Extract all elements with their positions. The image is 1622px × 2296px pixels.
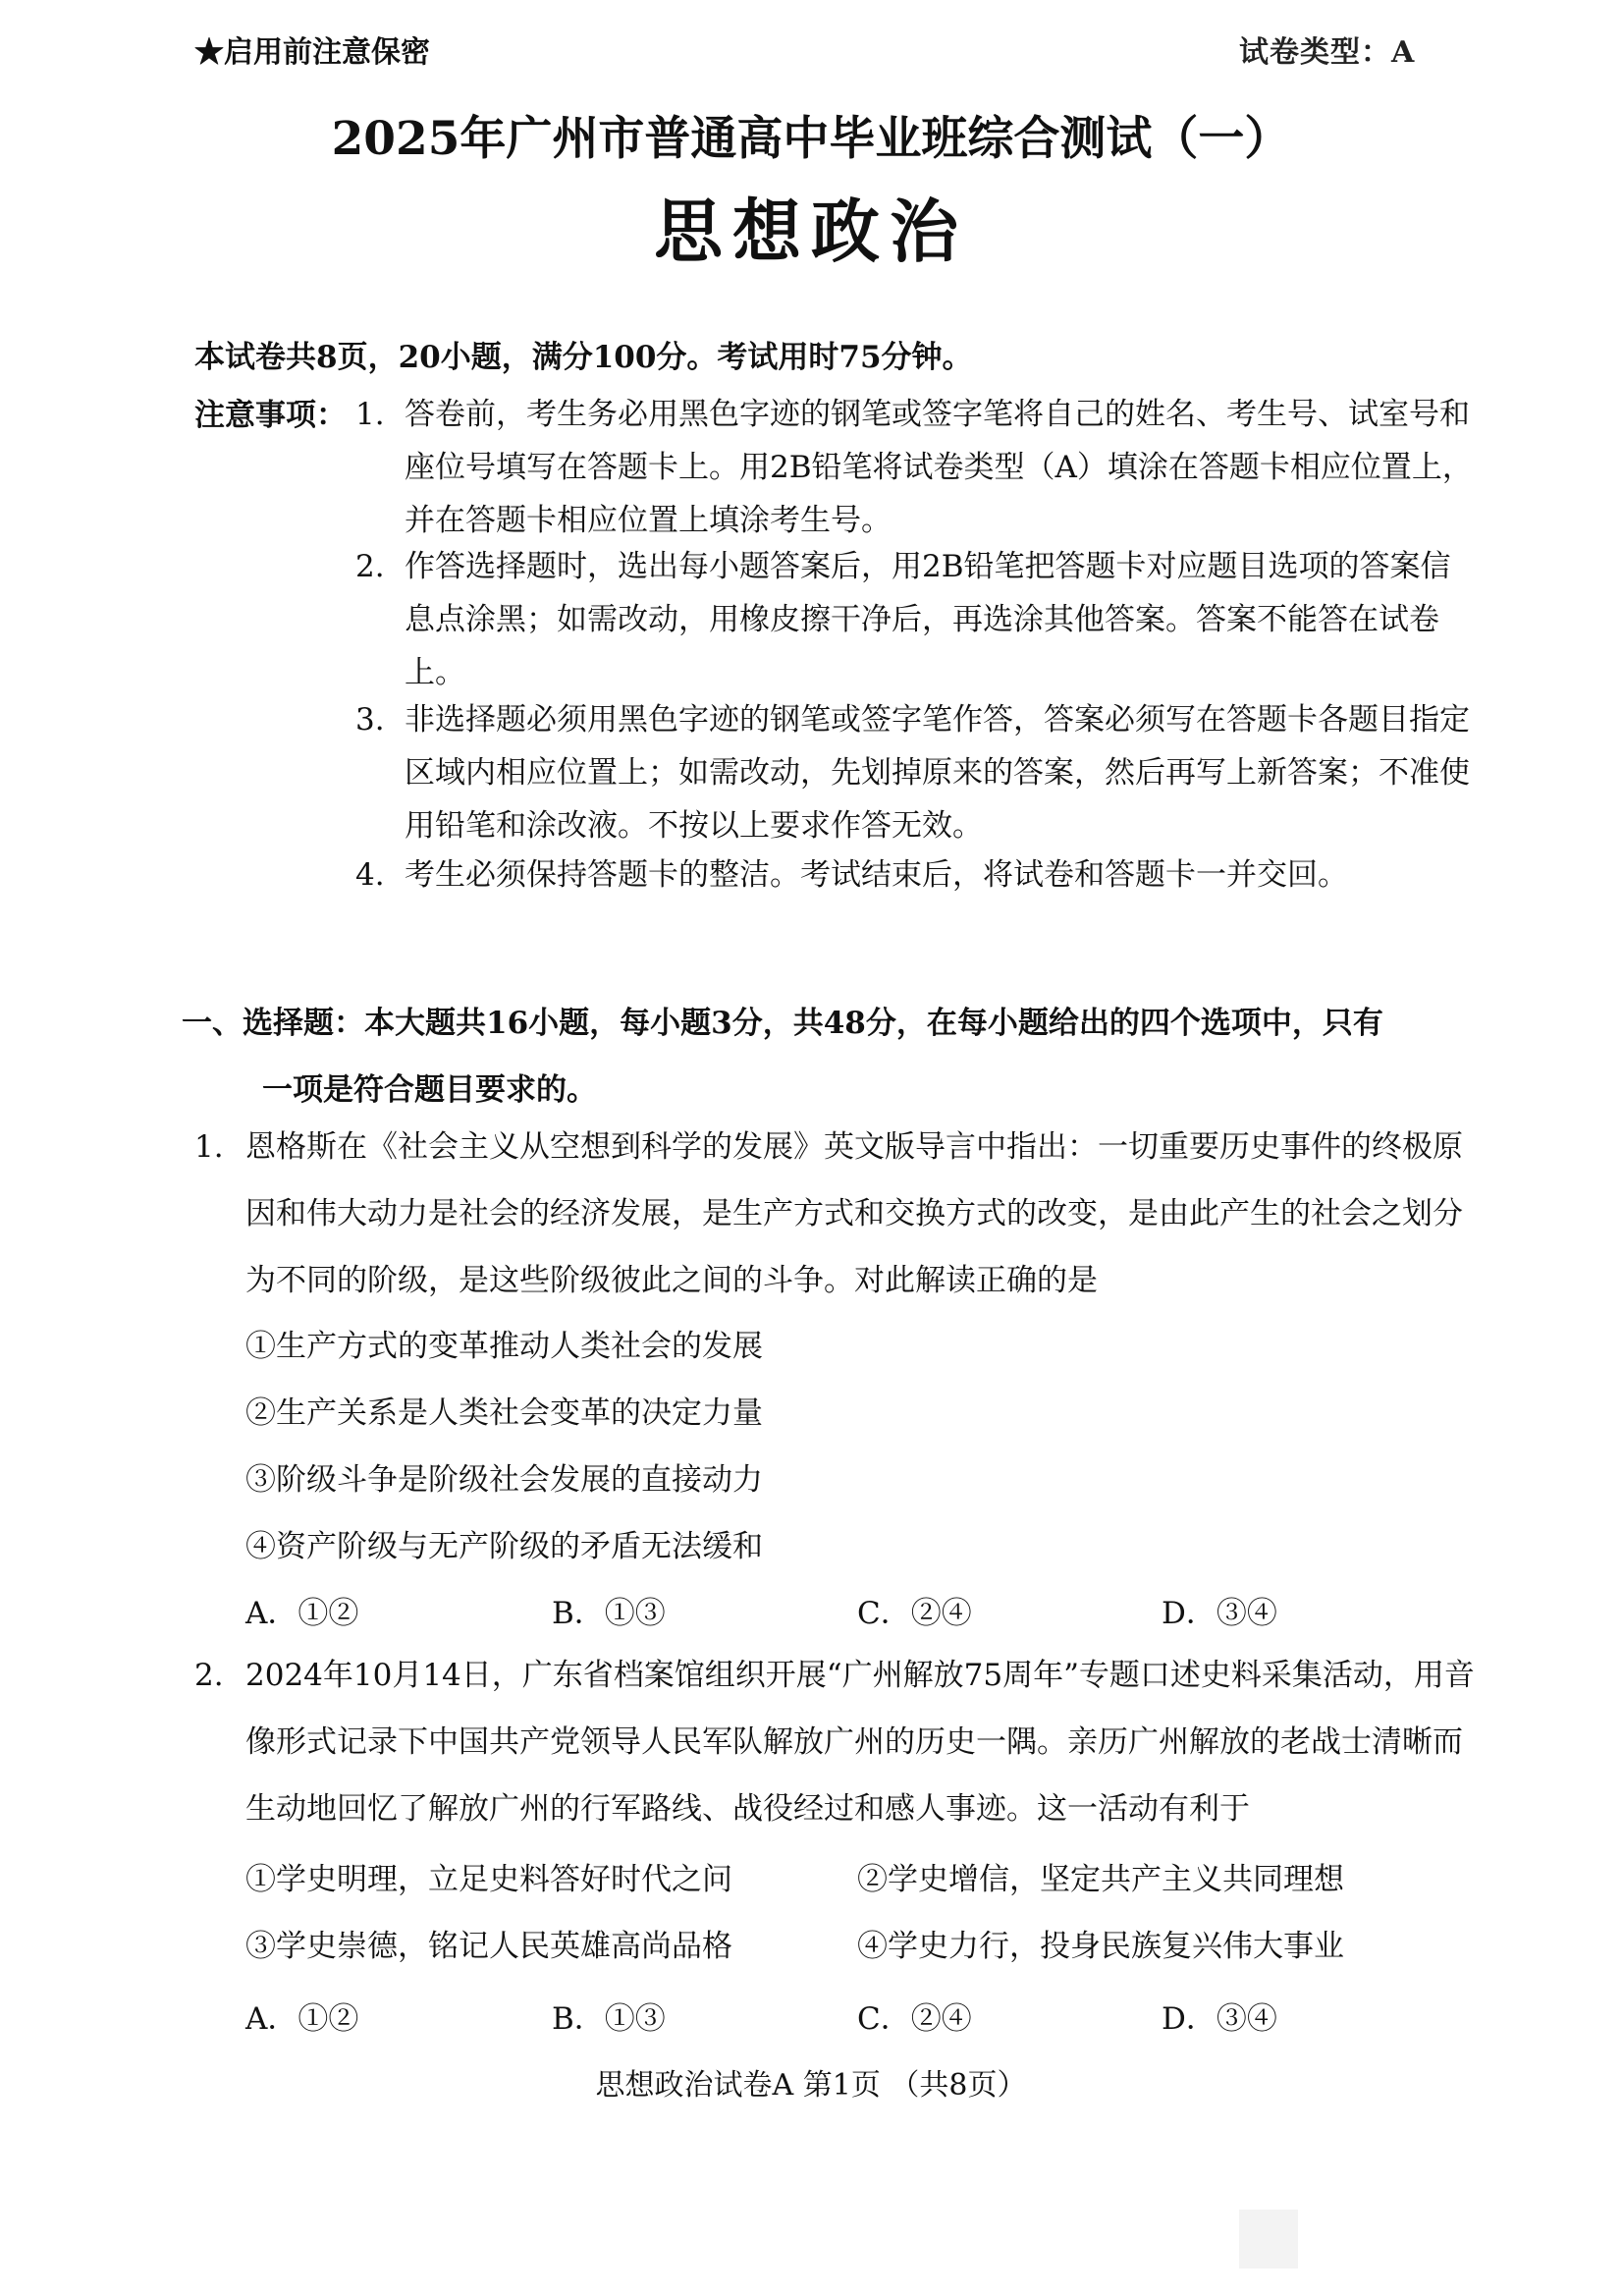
notice-item-text: 非选择题必须用黑色字迹的钢笔或签字笔作答，答案必须写在答题卡各题目指定区域内相应位置上；如需改动，先划掉原来的答案，然后再写上新答案；不准使用铅笔和涂改液。不按以上要求作答无效。 bbox=[405, 702, 1470, 844]
question-2-statement-2: ②学史增信，坚定共产主义共同理想 bbox=[857, 1862, 1344, 1897]
section-heading bbox=[182, 990, 1487, 1123]
notice-item-1 bbox=[355, 388, 1475, 547]
question-2-statement-1: ①学史明理，立足史料答好时代之问 bbox=[245, 1862, 732, 1897]
question-2-choice-b: B．①③ bbox=[552, 2001, 666, 2037]
question-2-choice-a: A．①② bbox=[245, 2001, 359, 2037]
section-heading-line-2: 一项是符合题目要求的。 bbox=[262, 1072, 597, 1108]
question-1-statement-4: ④资产阶级与无产阶级的矛盾无法缓和 bbox=[245, 1529, 763, 1564]
confidential-mark: ★启用前注意保密 bbox=[194, 35, 430, 70]
exam-intro: 本试卷共8页，20小题，满分100分。考试用时75分钟。 bbox=[194, 340, 973, 375]
notice-label: 注意事项： bbox=[194, 398, 347, 433]
notice-item-text: 作答选择题时，选出每小题答案后，用2B铅笔把答题卡对应题目选项的答案信息点涂黑；如需改动，用橡皮擦干净后，再选涂其他答案。答案不能答在试卷上。 bbox=[405, 549, 1451, 690]
exam-title: 2025年广州市普通高中毕业班综合测试（一） bbox=[331, 112, 1291, 166]
question-2-stem bbox=[194, 1642, 1490, 1842]
notice-item-4 bbox=[355, 848, 1475, 902]
question-2-choice-d: D．③④ bbox=[1162, 2001, 1277, 2037]
question-1-statement-1: ①生产方式的变革推动人类社会的发展 bbox=[245, 1329, 763, 1364]
question-1-choice-a: A．①② bbox=[245, 1596, 359, 1631]
question-1-choice-b: B．①③ bbox=[552, 1596, 666, 1631]
paper-type-label: 试卷类型：A bbox=[1239, 35, 1416, 70]
notice-item-number: 4. bbox=[355, 857, 385, 893]
notice-item-number: 3. bbox=[355, 702, 385, 738]
notice-item-2 bbox=[355, 540, 1475, 699]
question-2-statement-4: ④学史力行，投身民族复兴伟大事业 bbox=[857, 1929, 1344, 1964]
question-text: 恩格斯在《社会主义从空想到科学的发展》英文版导言中指出：一切重要历史事件的终极原因和伟大动力是社会的经济发展，是生产方式和交换方式的改变，是由此产生的社会之划分为不同的阶级，是这些阶级彼此之间的斗争。对此解读正确的是 bbox=[245, 1129, 1463, 1298]
notice-item-number: 2. bbox=[355, 549, 385, 584]
question-number: 1. bbox=[194, 1129, 224, 1165]
question-text: 2024年10月14日，广东省档案馆组织开展“广州解放75周年”专题口述史料采集活动，用音像形式记录下中国共产党领导人民军队解放广州的历史一隅。亲历广州解放的老战士清晰而生动地回忆了解放广州的行军路线、战役经过和感人事迹。这一活动有利于 bbox=[245, 1658, 1475, 1827]
scan-smudge bbox=[1239, 2210, 1298, 2269]
question-number: 2. bbox=[194, 1658, 224, 1693]
question-1-choice-c: C．②④ bbox=[857, 1596, 972, 1631]
notice-item-text: 答卷前，考生务必用黑色字迹的钢笔或签字笔将自己的姓名、考生号、试室号和座位号填写在答题卡上。用2B铅笔将试卷类型（A）填涂在答题卡相应位置上，并在答题卡相应位置上填涂考生号。 bbox=[405, 397, 1473, 538]
question-1-statement-3: ③阶级斗争是阶级社会发展的直接动力 bbox=[245, 1462, 763, 1498]
question-2-choice-c: C．②④ bbox=[857, 2001, 972, 2037]
notice-item-number: 1. bbox=[355, 397, 385, 432]
question-1-statement-2: ②生产关系是人类社会变革的决定力量 bbox=[245, 1395, 763, 1431]
question-1-choice-d: D．③④ bbox=[1162, 1596, 1277, 1631]
question-2-statement-3: ③学史崇德，铭记人民英雄高尚品格 bbox=[245, 1929, 732, 1964]
page-footer: 思想政治试卷A 第1页 （共8页） bbox=[595, 2068, 1027, 2103]
notice-item-text: 考生必须保持答题卡的整洁。考试结束后，将试卷和答题卡一并交回。 bbox=[405, 857, 1348, 893]
subject-title: 思想政治 bbox=[654, 191, 968, 272]
question-1-stem bbox=[194, 1114, 1490, 1314]
section-heading-line-1: 一、选择题：本大题共16小题，每小题3分，共48分，在每小题给出的四个选项中，只有 bbox=[182, 1006, 1383, 1041]
notice-item-3 bbox=[355, 693, 1475, 852]
